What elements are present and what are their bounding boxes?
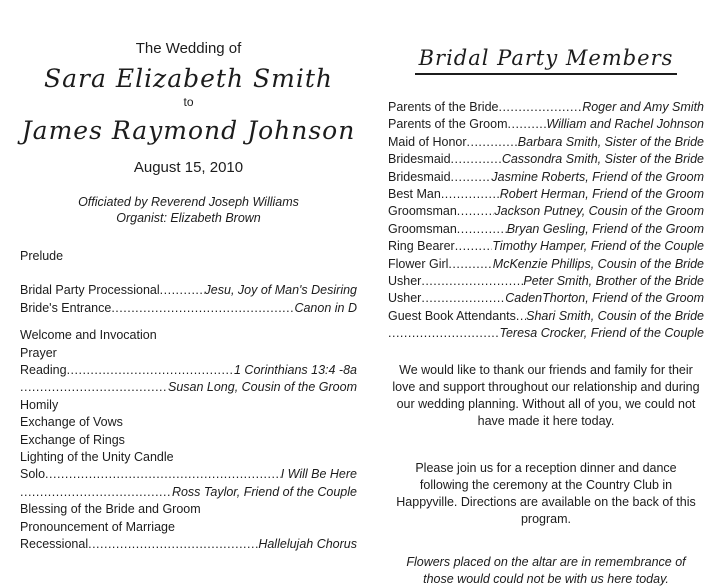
program-line (20, 362, 357, 379)
member-role: Usher (388, 274, 422, 289)
program-line (20, 248, 357, 265)
program-line (20, 282, 357, 299)
member-role: Best Man (388, 187, 441, 202)
dot-leader (467, 134, 518, 151)
program-line (20, 466, 357, 483)
program-line (20, 414, 357, 431)
ceremony-program-column (20, 0, 357, 560)
dot-leader (421, 290, 505, 307)
member-name: Jackson Putney, Cousin of the Groom (494, 204, 704, 219)
member-name: CadenThorton, Friend of the Groom (505, 291, 704, 306)
program-value: Canon in D (294, 300, 357, 315)
program-label: Pronouncement of Marriage (20, 519, 175, 534)
connector-to: to (183, 95, 194, 109)
program-line (20, 536, 357, 553)
member-line (388, 186, 704, 203)
dot-leader (20, 379, 168, 396)
member-role: Flower Girl (388, 256, 449, 271)
member-name: Shari Smith, Cousin of the Bride (526, 308, 704, 323)
member-name: Cassondra Smith, Sister of the Bride (501, 152, 704, 167)
member-name: Robert Herman, Friend of the Groom (499, 187, 704, 202)
program-label: Blessing of the Bride and Groom (20, 502, 201, 517)
member-line (388, 116, 704, 133)
dot-leader (498, 99, 582, 116)
member-line (388, 221, 704, 238)
dot-leader (88, 536, 258, 553)
member-line-continuation (388, 325, 704, 342)
program-label: Exchange of Vows (20, 415, 123, 430)
wedding-date: August 15, 2010 (133, 159, 244, 176)
flowers-note: Flowers placed on the altar are in remembrance of those would could not be with us here today. (406, 554, 686, 586)
program-label: Welcome and Invocation (20, 328, 157, 343)
program-label: Recessional (20, 537, 89, 552)
member-role: Guest Book Attendants (388, 308, 516, 323)
member-name: Barbara Smith, Sister of the Bride (517, 134, 704, 149)
groom-name: James Raymond Johnson (21, 116, 356, 145)
dot-leader (388, 325, 499, 342)
member-line (388, 290, 704, 307)
member-line (388, 273, 704, 290)
organist-line: Organist: Elizabeth Brown (116, 211, 261, 225)
dot-leader (516, 308, 526, 325)
program-label: Exchange of Rings (20, 432, 125, 447)
dot-leader (421, 273, 523, 290)
bridal-party-list (388, 99, 704, 343)
member-name: Bryan Gesling, Friend of the Groom (506, 221, 704, 236)
member-line (388, 99, 704, 116)
dot-leader (455, 238, 493, 255)
bride-name: Sara Elizabeth Smith (43, 64, 334, 93)
member-name: Peter Smith, Brother of the Bride (523, 274, 704, 289)
program-value: Susan Long, Cousin of the Groom (167, 380, 357, 395)
member-name: Teresa Crocker, Friend of the Couple (499, 326, 704, 341)
member-line (388, 238, 704, 255)
member-line (388, 256, 704, 273)
program-value: Jesu, Joy of Man's Desiring (204, 283, 357, 298)
member-line (388, 308, 704, 325)
dot-leader (451, 169, 492, 186)
program-line (20, 449, 357, 466)
member-role: Groomsman (388, 204, 457, 219)
program-line (20, 519, 357, 536)
member-role: Ring Bearer (388, 239, 455, 254)
member-name: McKenzie Phillips, Cousin of the Bride (492, 256, 704, 271)
member-line (388, 203, 704, 220)
program-value: I Will Be Here (280, 467, 357, 482)
member-role: Maid of Honor (388, 134, 467, 149)
program-label: Bridal Party Processional (20, 283, 160, 298)
member-role: Groomsman (388, 221, 457, 236)
program-line-continuation (20, 379, 357, 396)
bridal-party-column (388, 0, 704, 586)
program-line (20, 345, 357, 362)
dot-leader (111, 300, 294, 317)
program-line (20, 501, 357, 518)
dot-leader (160, 282, 205, 299)
dot-leader (457, 203, 495, 220)
bridal-party-title-wrap (388, 46, 704, 75)
member-role: Usher (388, 291, 422, 306)
notes-section (388, 362, 704, 588)
program-label: Lighting of the Unity Candle (20, 450, 174, 465)
program-value: Hallelujah Chorus (258, 537, 357, 552)
dot-leader (508, 116, 547, 133)
member-name: Roger and Amy Smith (582, 100, 704, 114)
program-heading (20, 40, 357, 226)
program-line (20, 327, 357, 344)
thank-you-note: We would like to thank our friends and family for their love and support throughout our relationship and during our wedding planning. Without all of you, we could not have made it here today. (392, 362, 700, 428)
program-line (20, 397, 357, 414)
member-role: Parents of the Bride (388, 100, 499, 114)
program-label: Prelude (20, 249, 64, 263)
program-label: Solo (20, 467, 46, 482)
dot-leader (457, 221, 507, 238)
member-line (388, 151, 704, 168)
dot-leader (20, 484, 172, 501)
officiant-line: Officiated by Reverend Joseph Williams (78, 195, 299, 209)
dot-leader (448, 256, 492, 273)
program-line (20, 432, 357, 449)
program-label: Bride's Entrance (20, 300, 112, 315)
member-role: Bridesmaid (388, 152, 451, 167)
pre-title: The Wedding of (135, 40, 242, 57)
program-value: 1 Corinthians 13:4 -8a (234, 363, 357, 378)
member-name: William and Rachel Johnson (546, 117, 704, 132)
program-label: Reading (20, 363, 67, 378)
dot-leader (441, 186, 500, 203)
member-line (388, 169, 704, 186)
program-label: Homily (20, 397, 59, 412)
ceremony-order-list (20, 248, 357, 554)
dot-leader (451, 151, 502, 168)
program-label: Prayer (20, 345, 57, 360)
program-line (20, 300, 357, 317)
program-value: Ross Taylor, Friend of the Couple (171, 484, 357, 499)
member-role: Bridesmaid (388, 169, 451, 184)
member-role: Parents of the Groom (388, 117, 508, 132)
officiant-block (20, 194, 357, 226)
member-name: Timothy Hamper, Friend of the Couple (492, 239, 704, 254)
member-line (388, 134, 704, 151)
dot-leader (45, 466, 281, 483)
dot-leader (67, 362, 234, 379)
member-name: Jasmine Roberts, Friend of the Groom (491, 169, 704, 184)
bridal-party-title: Bridal Party Members (415, 46, 678, 75)
program-line-continuation (20, 484, 357, 501)
reception-note: Please join us for a reception dinner and dance following the ceremony at the Country Club in Happyville. Directions are available on the back of this program. (396, 460, 696, 526)
